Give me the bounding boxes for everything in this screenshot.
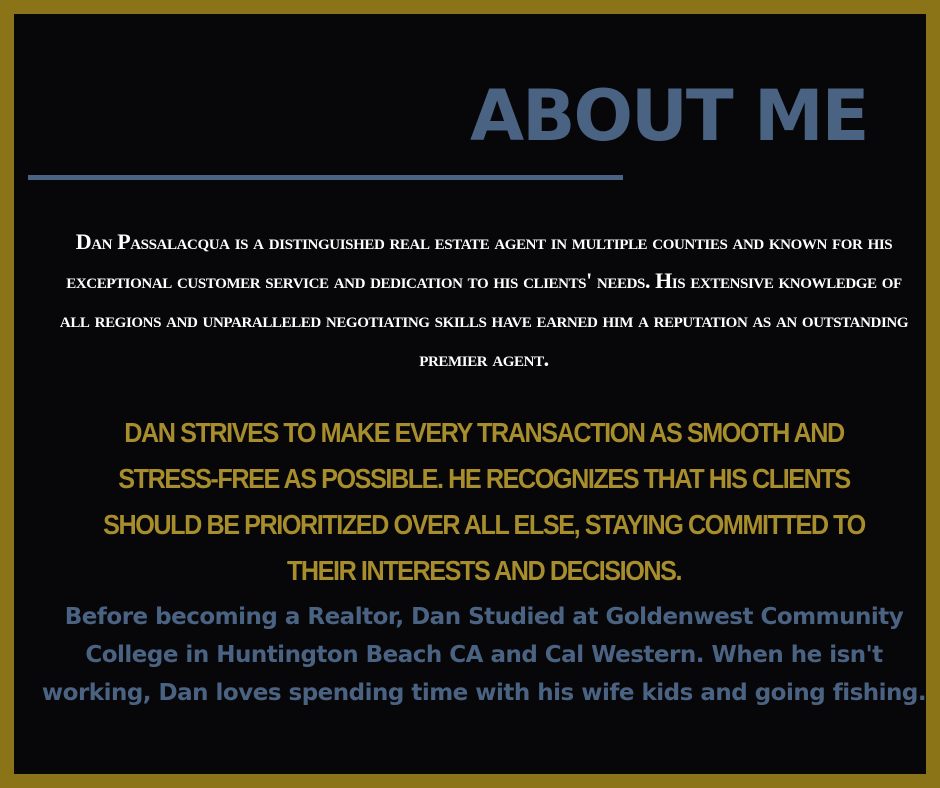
mission-paragraph: DAN STRIVES TO MAKE EVERY TRANSACTION AS SMOOTH AND STRESS-FREE AS POSSIBLE. HE RECOGNIZES THAT HIS CLIENTS SHOULD BE PRIORITIZED OVER ALL ELSE, STAYING COMMITTED TO THEIR INTERESTS AND DECISIONS. <box>103 417 865 586</box>
page-title: ABOUT ME <box>470 75 868 157</box>
personal-paragraph: Before becoming a Realtor, Dan Studied at Goldenwest Community College in Huntington Beach CA and Cal Western. When he isn't working, Dan loves spending time with his wife kids and going fishing. <box>41 604 927 706</box>
intro-paragraph: Dan Passalacqua is a distinguished real estate agent in multiple counties and known for his exceptional customer service and dedication to his clients' needs. His extensive knowledge of all regions and unparalleled negotiating skills have earned him a reputation as an outstanding premier agent. <box>59 229 909 371</box>
title-divider <box>28 175 623 180</box>
about-card <box>14 14 926 774</box>
